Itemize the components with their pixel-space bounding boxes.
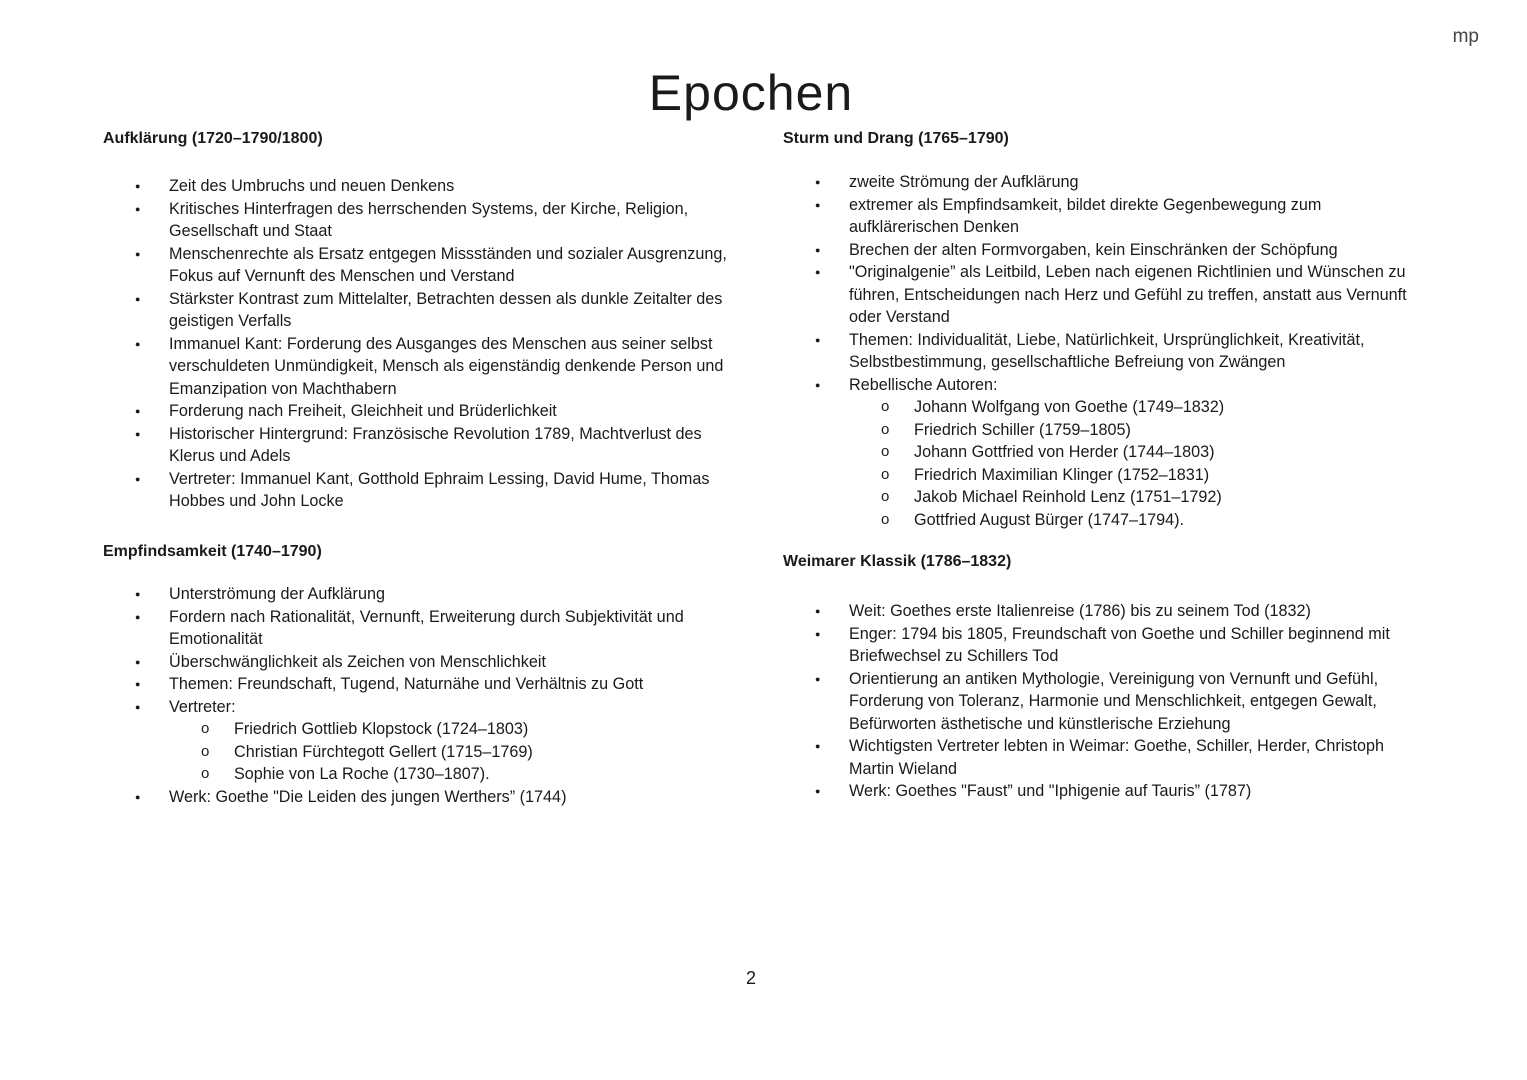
section-sturm-und-drang — [783, 130, 1423, 531]
sub-list-item: o Christian Fürchtegott Gellert (1715–1769) — [103, 741, 743, 764]
list-item: ● Forderung nach Freiheit, Gleichheit und Brüderlichkeit — [103, 400, 743, 423]
bullet-list — [783, 171, 1423, 531]
list-item: ● Stärkster Kontrast zum Mittelalter, Betrachten dessen als dunkle Zeitalter des geistigen Verfalls — [103, 288, 743, 333]
list-item: ● Menschenrechte als Ersatz entgegen Missständen und sozialer Ausgrenzung, Fokus auf Vernunft des Menschen und Verstand — [103, 243, 743, 288]
bullet-list — [103, 583, 743, 718]
page-number: 2 — [745, 968, 756, 988]
sub-list-wrapper — [103, 718, 743, 808]
section-heading: Empfindsamkeit (1740–1790) — [103, 543, 322, 560]
list-item: ● Orientierung an antiken Mythologie, Vereinigung von Vernunft und Gefühl, Forderung von Toleranz, Harmonie und Menschlichkeit, entgegen Gewalt, Befürworten ästhetische und künstlerische Erziehung — [783, 668, 1423, 736]
list-item: ● Werk: Goethe "Die Leiden des jungen Werthers” (1744) — [103, 786, 743, 809]
section-empfindsamkeit — [103, 543, 743, 808]
list-item: ● Weit: Goethes erste Italienreise (1786) bis zu seinem Tod (1832) — [783, 600, 1423, 623]
sub-list-item: o Gottfried August Bürger (1747–1794). — [783, 509, 1423, 532]
sub-list — [169, 718, 743, 786]
sub-list-item: o Johann Wolfgang von Goethe (1749–1832) — [783, 396, 1423, 419]
list-item: ● Vertreter: — [103, 696, 743, 719]
sub-list-container — [783, 396, 1423, 531]
sub-list-item: o Sophie von La Roche (1730–1807). — [103, 763, 743, 786]
corner-initials: mp — [1452, 26, 1479, 47]
list-item: ● Brechen der alten Formvorgaben, kein Einschränken der Schöpfung — [783, 239, 1423, 262]
list-item: ● Rebellische Autoren: — [783, 374, 1423, 397]
list-item: ● Unterströmung der Aufklärung — [103, 583, 743, 606]
sub-list — [849, 396, 1423, 531]
list-item: ● Historischer Hintergrund: Französische Revolution 1789, Machtverlust des Klerus und Adels — [103, 423, 743, 468]
list-item: ● Wichtigsten Vertreter lebten in Weimar: Goethe, Schiller, Herder, Christoph Martin Wieland — [783, 735, 1423, 780]
list-item: ● "Originalgenie” als Leitbild, Leben nach eigenen Richtlinien und Wünschen zu führen, Entscheidungen nach Herz und Gefühl zu treffen, anstatt aus Vernunft oder Verstand — [783, 261, 1423, 329]
section-heading: Weimarer Klassik (1786–1832) — [783, 553, 1012, 570]
list-item: ● Enger: 1794 bis 1805, Freundschaft von Goethe und Schiller beginnend mit Briefwechsel zu Schillers Tod — [783, 623, 1423, 668]
section-heading: Sturm und Drang (1765–1790) — [783, 130, 1009, 147]
list-item: ● Vertreter: Immanuel Kant, Gotthold Ephraim Lessing, David Hume, Thomas Hobbes und John Locke — [103, 468, 743, 513]
sub-list-item: o Friedrich Schiller (1759–1805) — [783, 419, 1423, 442]
sub-list-container — [103, 718, 743, 786]
section-weimarer-klassik — [783, 553, 1423, 803]
list-item: ● Immanuel Kant: Forderung des Ausganges des Menschen aus seiner selbst verschuldeten Unmündigkeit, Mensch als eigenständig denkende Person und Emanzipation von Machthabern — [103, 333, 743, 401]
list-item: ● extremer als Empfindsamkeit, bildet direkte Gegenbewegung zum aufklärerischen Denken — [783, 194, 1423, 239]
bullet-list — [103, 175, 743, 513]
list-item: ● Überschwänglichkeit als Zeichen von Menschlichkeit — [103, 651, 743, 674]
section-aufklaerung — [103, 130, 743, 513]
bullet-list — [783, 600, 1423, 803]
list-item: ● Zeit des Umbruchs und neuen Denkens — [103, 175, 743, 198]
list-item: ● Kritisches Hinterfragen des herrschenden Systems, der Kirche, Religion, Gesellschaft und Staat — [103, 198, 743, 243]
list-item: ● Fordern nach Rationalität, Vernunft, Erweiterung durch Subjektivität und Emotionalität — [103, 606, 743, 651]
sub-list-item: o Johann Gottfried von Herder (1744–1803) — [783, 441, 1423, 464]
page-title: Epochen — [648, 65, 854, 121]
list-item: ● Themen: Freundschaft, Tugend, Naturnähe und Verhältnis zu Gott — [103, 673, 743, 696]
sub-list-item: o Jakob Michael Reinhold Lenz (1751–1792) — [783, 486, 1423, 509]
sub-list-item: o Friedrich Gottlieb Klopstock (1724–1803) — [103, 718, 743, 741]
list-item: ● zweite Strömung der Aufklärung — [783, 171, 1423, 194]
list-item: ● Themen: Individualität, Liebe, Natürlichkeit, Ursprünglichkeit, Kreativität, Selbstbestimmung, gesellschaftliche Befreiung von Zwängen — [783, 329, 1423, 374]
section-heading: Aufklärung (1720–1790/1800) — [103, 130, 323, 147]
sub-list-item: o Friedrich Maximilian Klinger (1752–1831) — [783, 464, 1423, 487]
list-item: ● Werk: Goethes "Faust” und "Iphigenie auf Tauris” (1787) — [783, 780, 1423, 803]
